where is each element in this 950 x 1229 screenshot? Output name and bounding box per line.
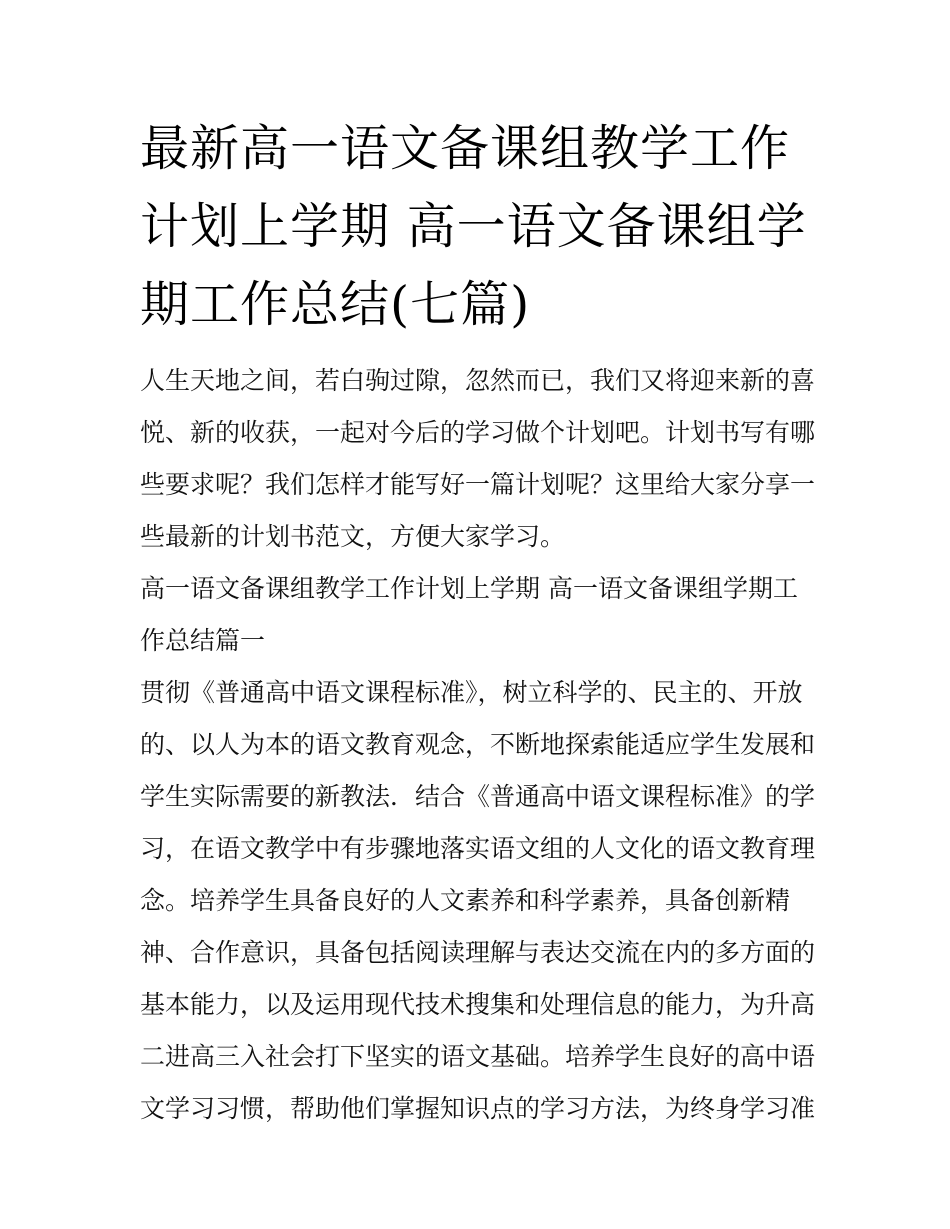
document-title: 最新高一语文备课组教学工作计划上学期 高一语文备课组学期工作总结(七篇) — [140, 120, 807, 333]
intro-paragraph: 人生天地之间，若白驹过隙，忽然而已，我们又将迎来新的喜悦、新的收获，一起对今后的学习做个计划吧。计划书写有哪些要求呢？我们怎样才能写好一篇计划呢？这里给大家分享一些最新的计划书范文，方便大家学习。 — [140, 366, 816, 551]
body-paragraph: 贯彻《普通高中语文课程标准》，树立科学的、民主的、开放的、以人为本的语文教育观念，不断地探索能适应学生发展和学生实际需要的新教法．结合《普通高中语文课程标准》的学习，在语文教学中有步骤地落实语文组的人文化的语文教育理念。培养学生具备良好的人文素养和科学素养，具备创新精神、合作意识，具备包括阅读理解与表达交流在内的多方面的基本能力，以及运用现代技术搜集和处理信息的能力，为升高二进高三入社会打下坚实的语文基础。培养学生良好的高中语文学习习惯，帮助他们掌握知识点的学习方法，为终身学习准 — [140, 678, 816, 1123]
document-body — [140, 355, 820, 1135]
section-heading: 高一语文备课组教学工作计划上学期 高一语文备课组学期工作总结篇一 — [140, 574, 798, 655]
